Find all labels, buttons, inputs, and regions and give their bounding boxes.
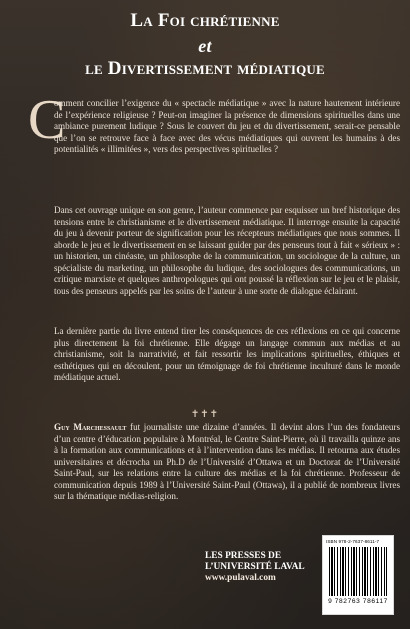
title-conjunction: et — [198, 36, 212, 56]
separator-crosses: ✝✝✝ — [190, 409, 220, 420]
barcode-bars-icon — [329, 547, 387, 596]
publisher-line-1: LES PRESSES DE — [205, 551, 282, 561]
title-line-3 — [0, 58, 410, 80]
title-line-1 — [0, 10, 410, 32]
isbn-text: ISBN 978-2-7637-8611-7 — [326, 539, 380, 544]
title-line-2 — [0, 36, 410, 57]
drop-cap: C — [28, 89, 66, 151]
publisher-url: www.pulaval.com — [205, 573, 276, 583]
barcode — [322, 535, 394, 615]
paragraph-intro: omment concilier l’exigence du « spectacle médiatique » avec la nature hautement intérieure de l’expérience religieuse ? Peut-on imaginer la présence de dimensions spirituelles dans une ambiance purement ludique ? Sous le couvert du jeu et du divertissement, serait-ce pensable que l’on se retrouve face à face avec des vécus médiatiques qui ouvrent les humains à des potentialités « illimitées », vers des perspectives spirituelles ? — [54, 98, 400, 155]
barcode-number: 9 782763 786117 — [328, 598, 388, 605]
paragraph-body-2: La dernière partie du livre entend tirer les conséquences de ces réflexions en ce qui concerne plus directement la foi chrétienne. Elle dégage un langage commun aux médias et au christianisme, soit la narrativité, et fait ressortir les implications spirituelles, éthiques et esthétiques qui en découlent, pour un témoignage de foi chrétienne inculturé dans le monde médiatique actuel. — [54, 326, 400, 383]
author-name: Guy Marchessault — [54, 422, 127, 432]
paragraph-author-bio — [54, 422, 400, 503]
title-article-2: le — [85, 58, 108, 79]
paragraph-body-1: Dans cet ouvrage unique en son genre, l’auteur commence par esquisser un bref historique des tensions entre le christianisme et le divertissement médiatique. Il interroge ensuite la capacité du jeu à devenir porteur de signification pour les récepteurs médiatiques que nous sommes. Il aborde le jeu et le divertissement en se laissant guider par des penseurs tout à fait « sérieux » : un historien, un cinéaste, un philosophe de la communication, un sociologue de la culture, un spécialiste du marketing, un philosophe du ludique, des sociologues des communications, un critique marxiste et quelques anthropologues qui ont poussé la réflexion sur le jeu et le plaisir, tous des penseurs appelés par les soins de l’auteur à une sorte de dialogue éclairant. — [54, 205, 400, 296]
publisher-line-2: L’UNIVERSITÉ LAVAL — [205, 562, 305, 572]
title-main-2: Divertissement médiatique — [107, 58, 325, 79]
author-bio-text: fut journaliste une dizaine d’années. Il devint alors l’un des fondateurs d’un centre d’éducation populaire à Montréal, le Centre Saint-Pierre, où il travailla quinze ans à la formation aux communications et à l’intervention dans les médias. Il retourna aux études universitaires et décrocha un Ph.D de l’Université d’Ottawa et un Doctorat de l’Université Saint-Paul, sur les relations entre la culture des médias et la foi chrétienne. Professeur de communication depuis 1989 à l’Université Saint-Paul (Ottawa), il a publié de nombreux livres sur la thématique médias-religion. — [54, 422, 400, 502]
title-main-1: Foi chrétienne — [157, 10, 280, 31]
title-article: La — [130, 10, 158, 31]
